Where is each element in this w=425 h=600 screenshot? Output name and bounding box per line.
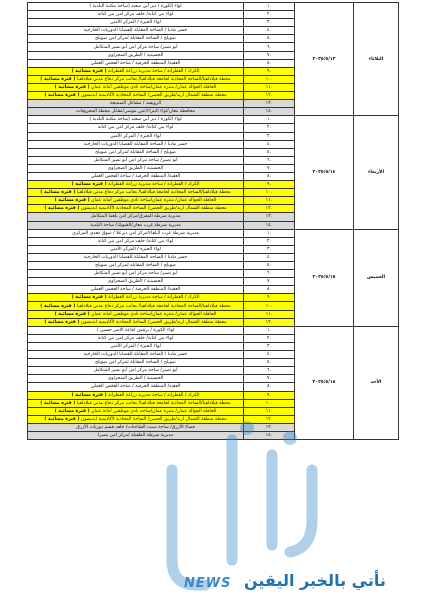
location-text: محطة فيلادلفيا/الساحة المحاذية لجامعة فيلادلفيا/ بجانب مركز دفاع مدني فيلادلفيا [76,303,231,309]
row-number: .١١ [244,197,295,205]
location-cell [28,140,244,148]
location-text: أبو نصير/ ساحة مركز امن أبو نصير المتكامل [93,44,178,50]
location-cell [28,124,244,132]
row-number: .١٤ [244,431,295,439]
location-cell [28,213,244,221]
location-cell [28,415,244,423]
location-cell [28,108,244,116]
location-cell [28,181,244,189]
row-number: .٥ [244,35,295,43]
location-text: محطة منطقة الشمال اربد/طريق الحصن/ الساحة المحاذية لأكاديمية ايديسون [80,93,227,99]
location-text: الرويشد / مشاغل الضميجة [109,101,162,107]
location-cell [28,92,244,100]
row-number: .٣ [244,245,295,253]
location-text: لواء الكورة / برقش (قاعة الامير حسين ) [96,327,175,333]
location-text: أبو نصير/ ساحة مركز امن أبو نصير المتكامل [93,157,178,163]
location-cell [28,83,244,91]
location-text: الكرك / القطرانة / ساحة مديرية زراعة القطرانة [108,392,200,398]
row-number: .١٠ [244,189,295,197]
schedule-row [28,229,399,237]
location-cell [28,27,244,35]
location-cell [28,375,244,383]
row-number: .١٣ [244,423,295,431]
date-cell: ٢٠٢٥/٥/١٨ [295,326,354,439]
day-cell: الثلاثاء [354,3,399,116]
evening-period-note: ( فترة مسائية ) [44,319,80,325]
row-number: .١ [244,116,295,124]
location-text: الحافلة الجوالة عمان/ منتزه عمان/ساحة نادي موظفين أمانة عمان [91,408,217,414]
day-cell: الأحد [354,326,399,439]
location-cell [28,59,244,67]
location-cell [28,399,244,407]
location-cell [28,245,244,253]
location-text: لواء بني كنانة/ خلف مركز امن بني كنانة [97,238,174,244]
location-text: لواء الجيزة / المركز الأمني [110,246,161,252]
evening-period-note: ( فترة مسائية ) [54,408,90,414]
watermark-news-text: NEWS [184,576,232,591]
date-cell: ٢٠٢٥/٥/١٣ [295,3,354,116]
location-cell [28,270,244,278]
evening-period-note: ( فترة مسائية ) [54,198,90,204]
location-text: صويلح / الساحة المقابلة لمركز امن صويلح [95,36,176,42]
row-number: .١٣ [244,100,295,108]
location-text: مديرية شرطة الطفيلة /مركز امن بصيرا [97,433,174,439]
location-text: لواء بني كنانة/ خلف مركز امن بني كنانة [97,125,174,131]
location-text: لواء الكورة / دير أبي سعيد (ساحة مكتبة البلدية ) [89,4,182,10]
location-text: صويلح / الساحة المقابلة لمركز امن صويلح [95,263,176,269]
location-cell [28,310,244,318]
location-text: لواء بني كنانة/ خلف مركز امن بني كنانة [97,335,174,341]
location-cell [28,75,244,83]
location-cell [28,367,244,375]
location-cell [28,189,244,197]
row-number: .٨ [244,286,295,294]
location-text: محافظة معان/لواء البتراء/عين موسى/مقابل محطة المحروقات [76,109,195,115]
location-cell [28,19,244,27]
location-cell [28,278,244,286]
row-number: .٦ [244,43,295,51]
row-number: .٧ [244,164,295,172]
location-text: مديرية شرطة غرب معان/الشوبك/ ساحة البلدية [90,222,181,228]
row-number: .٥ [244,148,295,156]
location-text: محطة فيلادلفيا/الساحة المحاذية لجامعة فيلادلفيا/ بجانب مركز دفاع مدني فيلادلفيا [76,400,231,406]
location-cell [28,359,244,367]
row-number: .١١ [244,83,295,91]
location-cell [28,3,244,11]
location-text: جسر مادبا / الساحة المقابلة للقضايا الدوريات الخارجية [83,141,188,147]
location-cell [28,229,244,237]
location-cell [28,221,244,229]
row-number: .٣ [244,19,295,27]
row-number: .٢ [244,124,295,132]
row-number: .١٤ [244,221,295,229]
location-text: محطة فيلادلفيا/الساحة المحاذية لجامعة فيلادلفيا/ بجانب مركز دفاع مدني فيلادلفيا [76,76,231,82]
location-text: جسر مادبا / الساحة المقابلة للقضايا الدوريات الخارجية [83,352,188,358]
row-number: .٤ [244,27,295,35]
location-cell [28,334,244,342]
row-number: .٦ [244,156,295,164]
location-text: الحافلة الجوالة عمان/ منتزه عمان/ساحة نادي موظفين أمانة عمان [91,198,217,204]
location-cell [28,67,244,75]
location-cell [28,35,244,43]
date-cell: ٢٠٢٥/٥/١٤ [295,116,354,229]
evening-period-note: ( فترة مسائية ) [71,295,107,301]
row-number: .٤ [244,140,295,148]
location-cell [28,253,244,261]
schedule-table-body [28,3,399,440]
row-number: .٧ [244,51,295,59]
row-number: .٧ [244,375,295,383]
evening-period-note: ( فترة مسائية ) [40,400,76,406]
location-text: لواء الكورة / دير أبي سعيد (ساحة مكتبة البلدية ) [89,117,182,123]
row-number: .٢ [244,11,295,19]
row-number: .٧ [244,278,295,286]
location-text: محطة منطقة الشمال اربد/طريق الحصن/ الساحة المحاذية لأكاديمية ايديسون [80,416,227,422]
location-cell [28,326,244,334]
location-text: الحسينية / الطريق الصحراوي [107,376,164,382]
row-number: .٦ [244,367,295,375]
row-number: .١٢ [244,415,295,423]
location-text: صويلح / الساحة المقابلة لمركز امن صويلح [95,149,176,155]
location-cell [28,262,244,270]
location-text: أبو نصير/ ساحة مركز امن أبو نصير المتكامل [93,368,178,374]
schedule-row [28,116,399,124]
location-text: محطة فيلادلفيا/الساحة المحاذية لجامعة فيلادلفيا/ بجانب مركز دفاع مدني فيلادلفيا [76,190,231,196]
location-text: الكرك / القطرانة / ساحة مديرية زراعة القطرانة [108,295,200,301]
row-number: .١ [244,326,295,334]
evening-period-note: ( فترة مسائية ) [54,311,90,317]
location-cell [28,116,244,124]
location-cell [28,164,244,172]
row-number: .١٢ [244,205,295,213]
location-cell [28,237,244,245]
location-text: الكرك / القطرانة / ساحة مديرية زراعة القطرانة [108,182,200,188]
row-number: .١٢ [244,318,295,326]
row-number: .٥ [244,359,295,367]
evening-period-note: ( فترة مسائية ) [71,392,107,398]
row-number: .٩ [244,294,295,302]
location-text: لواء بني كنانة/ خلف مركز امن بني كنانة [97,12,174,18]
location-cell [28,423,244,431]
location-text: قضاء الأزرق/ ساحة مبيت الشاحنات/ خلف قسم دوريات الأزرق [76,424,195,430]
location-cell [28,205,244,213]
evening-period-note: ( فترة مسائية ) [54,84,90,90]
location-text: الكرك / القطرانة / ساحة مديرية زراعة القطرانة [108,68,200,74]
location-cell [28,100,244,108]
location-cell [28,43,244,51]
location-text: مديرية شرطة المفرق/مركز امن بلعما المتكامل [90,214,181,220]
row-number: .٤ [244,351,295,359]
row-number: .١٢ [244,92,295,100]
location-text: محطة منطقة الشمال اربد/طريق الحصن/ الساحة المحاذية لأكاديمية ايديسون [80,319,227,325]
row-number: .١٠ [244,399,295,407]
location-text: مديرية شرطة غرب البلقاء/مركز امن ديرعلا / سوق معدي المركزي [72,230,199,236]
location-cell [28,383,244,391]
location-text: أبو نصير/ ساحة مركز امن أبو نصير المتكامل [93,271,178,277]
location-text: جسر مادبا / الساحة المقابلة للقضايا الدوريات الخارجية [83,254,188,260]
row-number: .٣ [244,342,295,350]
location-text: لواء الجيزة / المركز الأمني [110,20,161,26]
location-text: العقبة/ المنطقة الحرفية / ساحة الفحص العملي [90,174,181,180]
row-number: .١٠ [244,75,295,83]
location-text: العقبة/ المنطقة الحرفية / ساحة الفحص العملي [90,384,181,390]
location-cell [28,172,244,180]
location-text: لواء الجيزة / المركز الأمني [110,343,161,349]
day-cell: الأربعاء [354,116,399,229]
row-number: .٩ [244,391,295,399]
location-cell [28,148,244,156]
row-number: .٥ [244,262,295,270]
schedule-table [27,2,399,440]
evening-period-note: ( فترة مسائية ) [40,76,76,82]
location-cell [28,407,244,415]
row-number: .١٣ [244,213,295,221]
location-cell [28,302,244,310]
watermark-slogan: نأتي بالخبر اليقين [244,571,386,590]
location-cell [28,156,244,164]
evening-period-note: ( فترة مسائية ) [44,93,80,99]
location-text: العقبة/ المنطقة الحرفية / ساحة الفحص العملي [90,287,181,293]
row-number: .١١ [244,310,295,318]
evening-period-note: ( فترة مسائية ) [71,182,107,188]
row-number: .١٠ [244,302,295,310]
location-text: الحسينية / الطريق الصحراوي [107,52,164,58]
row-number: .٢ [244,237,295,245]
row-number: .١٤ [244,108,295,116]
row-number: .٩ [244,67,295,75]
location-cell [28,351,244,359]
location-cell [28,197,244,205]
date-cell: ٢٠٢٥/٥/١٥ [295,229,354,326]
location-text: الحافلة الجوالة عمان/ منتزه عمان/ساحة نادي موظفين أمانة عمان [91,311,217,317]
row-number: .١ [244,229,295,237]
location-cell [28,431,244,439]
row-number: .٨ [244,59,295,67]
row-number: .٢ [244,334,295,342]
evening-period-note: ( فترة مسائية ) [44,206,80,212]
row-number: .٣ [244,132,295,140]
location-cell [28,391,244,399]
location-text: الحسينية / الطريق الصحراوي [107,165,164,171]
row-number: .٨ [244,383,295,391]
evening-period-note: ( فترة مسائية ) [40,190,76,196]
day-cell: الخميس [354,229,399,326]
location-cell [28,51,244,59]
schedule-row [28,326,399,334]
evening-period-note: ( فترة مسائية ) [40,303,76,309]
location-text: محطة منطقة الشمال اربد/طريق الحصن/ الساحة المحاذية لأكاديمية ايديسون [80,206,227,212]
schedule-row [28,3,399,11]
location-text: لواء الجيزة / المركز الأمني [110,133,161,139]
evening-period-note: ( فترة مسائية ) [44,416,80,422]
location-cell [28,342,244,350]
row-number: .١ [244,3,295,11]
location-cell [28,286,244,294]
row-number: .١١ [244,407,295,415]
location-cell [28,318,244,326]
row-number: .٦ [244,270,295,278]
row-number: .٨ [244,172,295,180]
location-text: الحافلة الجوالة عمان/ منتزه عمان/ساحة نادي موظفين أمانة عمان [91,84,217,90]
row-number: .٤ [244,253,295,261]
location-text: العقبة/ المنطقة الحرفية / ساحة الفحص العملي [90,60,181,66]
location-cell [28,294,244,302]
evening-period-note: ( فترة مسائية ) [71,68,107,74]
row-number: .٩ [244,181,295,189]
location-cell [28,132,244,140]
location-text: الحسينية / الطريق الصحراوي [107,279,164,285]
location-cell [28,11,244,19]
location-text: صويلح / الساحة المقابلة لمركز امن صويلح [95,360,176,366]
location-text: جسر مادبا / الساحة المقابلة للقضايا الدوريات الخارجية [83,28,188,34]
